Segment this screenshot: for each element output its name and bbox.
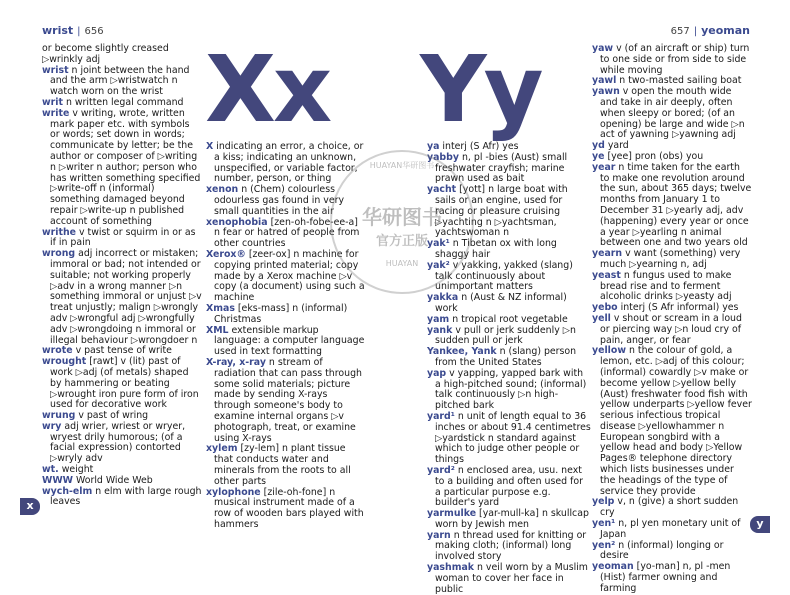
entry-definition: n (slang) person from the United States (435, 346, 577, 368)
entry-headword: xenophobia (206, 216, 268, 228)
left-header-word: wrist (42, 24, 74, 37)
entry-headword: yam (427, 313, 450, 325)
entry-definition: v yakking, yakked (slang) talk continuously about unimportant matters (435, 259, 573, 293)
entry-definition: n, pl -bies (Aust) small freshwater crayfish; marine prawn used as bait (435, 151, 568, 185)
dictionary-entry (206, 304, 366, 326)
entry-definition: v shout or scream in a loud or piercing way ▷n loud cry of pain, anger, or fear (600, 312, 742, 346)
entry-headword: write (42, 107, 70, 119)
dictionary-entry (592, 497, 752, 519)
entry-headword: yarn (427, 529, 451, 541)
entry-headword: ye (592, 150, 605, 162)
entry-definition: [zeer-ox] n machine for copying printed material; copy made by a Xerox machine ▷v copy (a document) using such a machine (214, 248, 365, 304)
entry-headword: wrist (42, 64, 69, 76)
entry-headword: Yankee, Yank (427, 346, 497, 358)
dictionary-entry (206, 250, 366, 304)
dictionary-entry (592, 249, 752, 271)
entry-headword: yebo (592, 302, 618, 314)
entry-headword: yard¹ (427, 410, 455, 422)
entry-definition: v, n (give) a short sudden cry (600, 496, 739, 519)
dictionary-entry (42, 66, 202, 98)
dictionary-entry (592, 519, 752, 541)
entry-definition: [rawt] v (lit) past of work ▷adj (of metals) shaped by hammering or beating ▷wrought iron pure form of iron used for decorative work (50, 356, 199, 411)
entry-definition: or become slightly creased (42, 43, 169, 54)
entry-headword: yank (427, 324, 453, 336)
right-header-word: yeoman (701, 24, 750, 37)
dictionary-entry (592, 562, 752, 594)
dictionary-entry (42, 249, 202, 346)
entry-headword: yacht (427, 184, 457, 196)
entry-headword: yawn (592, 86, 620, 98)
entry-headword: writ (42, 96, 63, 108)
entry-definition: adj wrier, wriest or wryer, wryest drily humorous; (of a facial expression) contorted ▷wryly adv (50, 420, 186, 465)
entry-definition: n (Chem) colourless odourless gas found in very small quantities in the air (214, 184, 344, 217)
dictionary-entry (42, 109, 202, 228)
right-page-header (671, 24, 750, 37)
header-separator: | (693, 26, 698, 37)
dictionary-entry (427, 261, 591, 293)
entry-definition: n two-masted sailing boat (619, 75, 742, 87)
entry-headword: wt. (42, 464, 59, 476)
entry-headword: yakka (427, 292, 459, 304)
entry-definition: interj (S Afr informal) yes (620, 302, 739, 314)
entry-headword: wry (42, 420, 62, 432)
entry-headword: yabby (427, 151, 459, 163)
entry-definition: interj (S Afr) yes (442, 141, 519, 152)
entry-definition: v twist or squirm in or as if in pain (50, 226, 196, 249)
dictionary-entry (427, 509, 591, 531)
dictionary-entry (206, 185, 366, 217)
left-page (0, 0, 395, 580)
dictionary-entry (427, 293, 591, 315)
entry-definition: n veil worn by a Muslim woman to cover her face in public (435, 562, 588, 595)
dictionary-entry (206, 218, 366, 250)
entry-definition: n the colour of gold, a lemon, etc. ▷adj of this colour; (informal) cowardly ▷v make or become yellow ▷yellow belly (Aust) freshwater food fish with yellow underparts ▷yellow fever serious infectious tropical disease ▷yellowhammer n European songbird with a yellow head and body ▷Yellow Pages® telephone directory which lists businesses under the headings of the type of service they provide (600, 345, 752, 497)
entry-definition: v writing, wrote, written mark paper etc. with symbols or words; set down in words; communicate by letter; be the author or composer of ▷writing n ▷writer n author; person who has written something specified ▷write-off n (informal) something damaged beyond repair ▷write-up n published account of something (50, 107, 201, 227)
entry-headword: ya (427, 141, 440, 152)
thumb-tab-y: y (750, 516, 770, 533)
dictionary-entry (427, 326, 591, 348)
entry-headword: yd (592, 140, 605, 152)
dictionary-entry (427, 412, 591, 466)
dictionary-entry (42, 357, 202, 411)
header-separator: | (77, 26, 81, 37)
dictionary-entry (592, 44, 752, 76)
right-column-2 (592, 44, 752, 595)
entry-definition: n unit of length equal to 36 inches or about 91.4 centimetres ▷yardstick n standard against which to judge other people or things (435, 410, 591, 466)
entry-definition: n written legal command (65, 96, 184, 108)
entry-headword: Xmas (206, 302, 235, 314)
entry-definition: [yar-mull-ka] n skullcap worn by Jewish men (435, 508, 589, 530)
entry-headword: yelp (592, 496, 615, 508)
entry-headword: xylem (206, 443, 238, 455)
right-column-1 (427, 142, 591, 595)
entry-headword: yashmak (427, 562, 475, 574)
entry-definition: v yapping, yapped bark with a high-pitched sound; (informal) talk continuously ▷n high-pitched bark (435, 367, 587, 412)
entry-headword: writhe (42, 226, 77, 238)
entry-definition: ▷wrinkly adj (42, 53, 101, 65)
entry-headword: xenon (206, 184, 239, 196)
entry-definition: v past of wring (78, 410, 149, 422)
entry-definition: n enclosed area, usu. next to a building and often used for a particular purpose e.g. builder's yard (435, 464, 583, 509)
dictionary-entry (427, 185, 591, 239)
dictionary-entry (592, 314, 752, 346)
entry-definition: n (informal) longing or desire (600, 539, 724, 562)
entry-headword: XML (206, 324, 229, 336)
entry-definition: v (of an aircraft or ship) turn to one side or from side to side while moving (600, 43, 750, 76)
entry-definition: n stream of radiation that can pass through some solid materials; picture made by sending X-rays through someone's body to examine internal organs ▷v photograph, treat, or examine using X-rays (214, 356, 362, 444)
dictionary-entry (42, 228, 202, 250)
dictionary-entry (206, 358, 366, 444)
entry-definition: [zile-oh-fone] n musical instrument made of a row of wooden bars played with hammers (214, 486, 364, 530)
watermark-text-bottom: HUAYAN (385, 259, 419, 268)
entry-headword: yen² (592, 539, 616, 551)
entry-definition: v past tense of write (75, 345, 172, 357)
dictionary-entry (592, 271, 752, 303)
entry-headword: xylophone (206, 486, 261, 498)
entry-definition: n Tibetan ox with long shaggy hair (435, 238, 557, 260)
thumb-tab-x: x (20, 498, 40, 515)
entry-definition: World Wide Web (76, 474, 153, 486)
entry-definition: n thread used for knitting or making cloth; (informal) long involved story (435, 529, 587, 563)
entry-headword: wrung (42, 410, 76, 422)
entry-definition: extensible markup language: a computer language used in text formatting (214, 324, 365, 358)
entry-headword: yearn (592, 248, 623, 260)
dictionary-entry (206, 142, 366, 185)
left-column-1 (42, 44, 202, 508)
entry-headword: yeoman (592, 561, 634, 573)
left-page-header (42, 24, 104, 37)
entry-headword: yeast (592, 269, 621, 281)
dictionary-entry (42, 422, 202, 465)
entry-definition: n time taken for the earth to make one revolution around the sun, about 365 days; twelve months from January 1 to December 31 ▷yearly adj, adv (happening) every year or once a year ▷yearling n animal between one and two years old (600, 161, 752, 249)
dictionary-entry (206, 326, 366, 358)
entry-definition: [yott] n large boat with sails or an engine, used for racing or pleasure cruising ▷yachting n ▷yachtsman, yachtswoman n (435, 184, 568, 239)
dictionary-entry (427, 347, 591, 369)
entry-definition: [zen-oh-fobe-ee-a] n fear or hatred of people from other countries (214, 216, 360, 250)
entry-definition: [yee] pron (obs) you (607, 150, 704, 162)
right-page-number: 657 (670, 26, 690, 37)
dictionary-entry (206, 488, 366, 531)
section-letter-x: Xx (205, 36, 330, 143)
dictionary-entry (206, 444, 366, 487)
entry-definition: yard (607, 140, 629, 152)
entry-headword: yarmulke (427, 508, 477, 520)
entry-definition: adj incorrect or mistaken; immoral or bad; not intended or suitable; not working properly ▷adv in a wrong manner ▷n something immoral or unjust ▷v treat unjustly; malign ▷wrongly adv ▷wrongful adj ▷wrongfully adv ▷wrongdoing n immoral or illegal behaviour ▷wrongdoer n (50, 248, 202, 346)
dictionary-entry (592, 87, 752, 141)
entry-headword: yap (427, 367, 447, 379)
entry-definition: n, pl yen monetary unit of Japan (600, 518, 741, 540)
entry-headword: wrote (42, 345, 73, 357)
entry-definition: n (Aust & NZ informal) work (435, 292, 567, 314)
entry-definition: weight (61, 464, 94, 476)
watermark-text-main: 华研图书 (362, 205, 442, 229)
dictionary-entry (427, 563, 591, 595)
entry-definition: [yo-man] n, pl -men (Hist) farmer owning and farming (600, 561, 731, 594)
entry-headword: yak² (427, 259, 450, 271)
watermark-text-sub: 官方正版 (375, 234, 428, 249)
entry-headword: yard² (427, 464, 455, 476)
entry-headword: yak¹ (427, 238, 450, 250)
entry-headword: yawl (592, 75, 617, 87)
entry-headword: wrong (42, 248, 76, 260)
entry-headword: X (206, 141, 214, 152)
entry-headword: year (592, 161, 616, 173)
dictionary-entry (592, 541, 752, 563)
dictionary-entry (42, 487, 202, 509)
entry-definition: n fungus used to make bread rise and to ferment alcoholic drinks ▷yeasty adj (600, 269, 732, 303)
entry-headword: yellow (592, 345, 626, 357)
entry-headword: yell (592, 312, 611, 324)
entry-definition: v pull or jerk suddenly ▷n sudden pull or jerk (435, 324, 576, 347)
section-letter-y: Yy (420, 36, 541, 143)
right-page (395, 0, 790, 595)
watermark-text-top: HUAYAN华研图书 (369, 161, 435, 170)
entry-headword: X-ray, x-ray (206, 356, 266, 368)
entry-definition: [zy-lem] n plant tissue that conducts water and minerals from the roots to all other parts (214, 443, 351, 487)
entry-definition: n elm with large rough leaves (50, 485, 202, 508)
entry-headword: wych-elm (42, 485, 93, 497)
left-column-2 (206, 142, 366, 531)
entry-headword: Xerox® (206, 248, 246, 260)
dictionary-entry (427, 531, 591, 563)
entry-definition: indicating an error, a choice, or a kiss; indicating an unknown, unspecified, or variable factor, number, person, or thing (214, 141, 364, 185)
dictionary-entry (592, 346, 752, 497)
entry-headword: wrought (42, 356, 87, 368)
left-page-number: 656 (84, 26, 104, 37)
dictionary-entry (427, 466, 591, 509)
dictionary-entry (427, 369, 591, 412)
entry-headword: yen¹ (592, 518, 616, 530)
entry-definition: n joint between the hand and the arm ▷wristwatch n watch worn on the wrist (50, 64, 190, 98)
entry-definition: v want (something) very much ▷yearning n, adj (600, 248, 741, 270)
entry-headword: WWW (42, 474, 74, 486)
entry-headword: yaw (592, 43, 614, 54)
entry-definition: [eks-mass] n (informal) Christmas (214, 302, 348, 325)
dictionary-entry (427, 153, 591, 185)
dictionary-entry (427, 239, 591, 261)
dictionary-entry (592, 163, 752, 249)
entry-definition: n tropical root vegetable (452, 313, 568, 325)
entry-definition: v open the mouth wide and take in air deeply, often when sleepy or bored; (of an opening) be large and wide ▷n act of yawning ▷yawning adj (600, 86, 745, 141)
